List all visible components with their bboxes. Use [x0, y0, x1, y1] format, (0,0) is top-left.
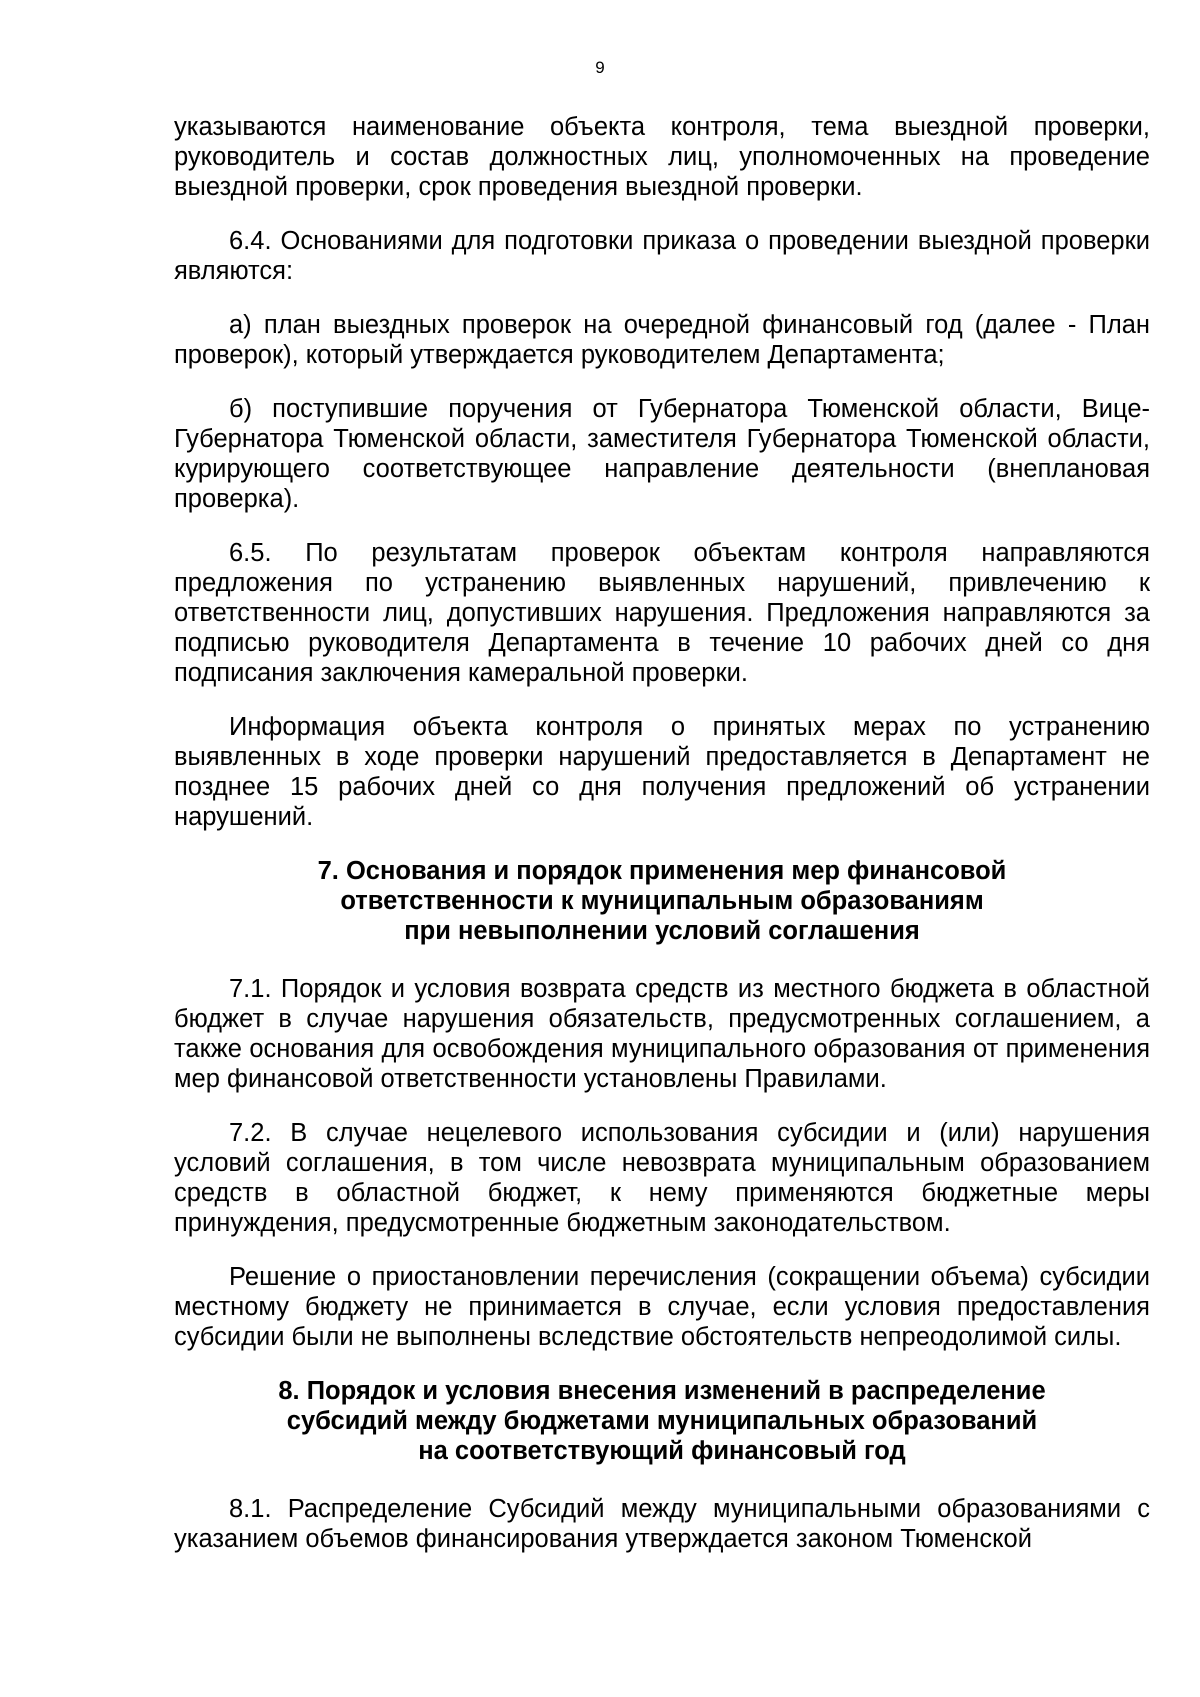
paragraph-6-5-info: Информация объекта контроля о принятых мерах по устранению выявленных в ходе проверки нарушений предоставляется в Департамент не позднее 15 рабочих дней со дня получения предложений об устранении нарушений. — [174, 713, 1150, 831]
paragraph-6-4-a: а) план выездных проверок на очередной финансовый год (далее - План проверок), который утверждается руководителем Департамента; — [174, 311, 1150, 369]
paragraph-continuation: указываются наименование объекта контроля, тема выездной проверки, руководитель и состав должностных лиц, уполномоченных на проведение выездной проверки, срок проведения выездной проверки. — [174, 113, 1150, 201]
section-8-heading — [174, 1376, 1150, 1466]
section-8-heading-line: субсидий между бюджетами муниципальных образований — [286, 1407, 1038, 1435]
paragraph-7-2-decision: Решение о приостановлении перечисления (сокращении объема) субсидии местному бюджету не принимается в случае, если условия предоставления субсидии были не выполнены вследствие обстоятельств непреодолимой силы. — [174, 1263, 1150, 1351]
section-7-heading — [174, 856, 1150, 946]
section-7-heading-line: ответственности к муниципальным образованиям — [340, 887, 984, 915]
paragraph-7-2: 7.2. В случае нецелевого использования субсидии и (или) нарушения условий соглашения, в том числе невозврата муниципальным образованием средств в областной бюджет, к нему применяются бюджетные меры принуждения, предусмотренные бюджетным законодательством. — [174, 1119, 1150, 1237]
section-8-heading-line: на соответствующий финансовый год — [418, 1437, 906, 1465]
paragraph-6-5: 6.5. По результатам проверок объектам контроля направляются предложения по устранению выявленных нарушений, привлечению к ответственности лиц, допустивших нарушения. Предложения направляются за подписью руководителя Департамента в течение 10 рабочих дней со дня подписания заключения камеральной проверки. — [174, 539, 1150, 687]
paragraph-7-1: 7.1. Порядок и условия возврата средств из местного бюджета в областной бюджет в случае нарушения обязательств, предусмотренных соглашением, а также основания для освобождения муниципального образования от применения мер финансовой ответственности установлены Правилами. — [174, 975, 1150, 1093]
section-7-heading-line: при невыполнении условий соглашения — [404, 917, 920, 945]
section-7-heading-line: 7. Основания и порядок применения мер финансовой — [317, 857, 1007, 885]
section-8-heading-line: 8. Порядок и условия внесения изменений в распределение — [278, 1377, 1046, 1405]
paragraph-6-4-b: б) поступившие поручения от Губернатора Тюменской области, Вице-Губернатора Тюменской области, заместителя Губернатора Тюменской области, курирующего соответствующее направление деятельности (внеплановая проверка). — [174, 395, 1150, 513]
page-number: 9 — [595, 58, 605, 77]
paragraph-8-1: 8.1. Распределение Субсидий между муниципальными образованиями с указанием объемов финансирования утверждается законом Тюменской — [174, 1495, 1150, 1553]
paragraph-6-4: 6.4. Основаниями для подготовки приказа о проведении выездной проверки являются: — [174, 227, 1150, 285]
document-body — [174, 112, 1150, 1578]
